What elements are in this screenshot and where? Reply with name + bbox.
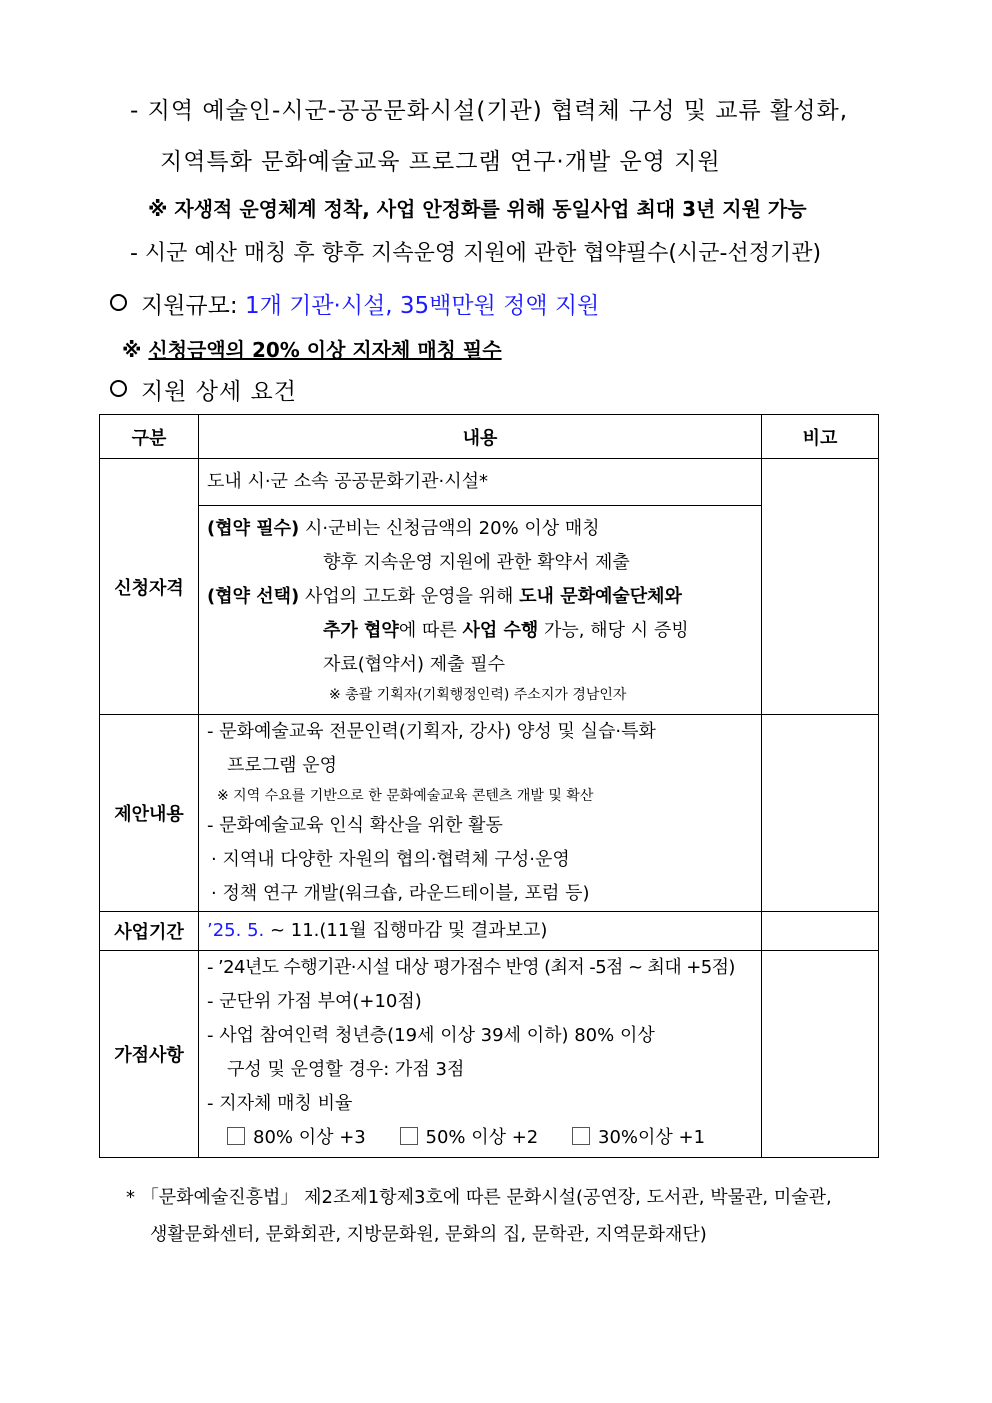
eligibility-institution xyxy=(199,459,762,506)
bonus-category: 가점사항 xyxy=(100,951,199,1158)
proposal-line4: · 지역내 다양한 자원의 협의·협력체 구성·운영 xyxy=(211,849,570,870)
proposal-category: 제안내용 xyxy=(100,715,199,912)
required-agreement-line2: 향후 지속운영 지원에 관한 확약서 제출 xyxy=(323,552,630,573)
matching-note xyxy=(122,334,502,363)
details-heading xyxy=(110,373,297,406)
proposal-line2: 프로그램 운영 xyxy=(227,755,338,776)
details-heading-text: 지원 상세 요건 xyxy=(141,379,297,405)
table-header-row xyxy=(100,415,879,459)
planner-address-note: ※ 총괄 기획자(기획행정인력) 주소지가 경남인자 xyxy=(329,687,627,703)
table-row xyxy=(100,459,879,506)
header-content: 내용 xyxy=(199,415,762,459)
optional-agreement-bold-3: 사업 수행 xyxy=(462,620,539,641)
optional-agreement-bold-2: 추가 협약 xyxy=(323,620,399,641)
option-80: 80% 이상 +3 xyxy=(253,1127,366,1148)
matching-note-prefix: ※ xyxy=(122,338,149,362)
table-row xyxy=(100,912,879,951)
required-agreement-label: (협약 필수) xyxy=(207,518,300,539)
header-category: 구분 xyxy=(100,415,199,459)
period-content xyxy=(199,912,762,951)
proposal-line1: - 문화예술교육 전문인력(기획자, 강사) 양성 및 실습·특화 xyxy=(207,721,656,742)
intro-line-2: 지역특화 문화예술교육 프로그램 연구·개발 운영 지원 xyxy=(160,149,721,175)
proposal-line5: · 정책 연구 개발(워크숍, 라운드테이블, 포럼 등) xyxy=(211,883,590,904)
support-scale-value: 1개 기관·시설, 35백만원 정액 지원 xyxy=(244,293,600,319)
checkbox-icon[interactable] xyxy=(400,1127,418,1145)
optional-agreement-label: (협약 선택) xyxy=(207,586,300,607)
checkbox-icon[interactable] xyxy=(572,1127,590,1145)
option-50: 50% 이상 +2 xyxy=(425,1127,539,1148)
bonus-line3: - 사업 참여인력 청년층(19세 이상 39세 이하) 80% 이상 xyxy=(207,1025,655,1046)
eligibility-category: 신청자격 xyxy=(100,459,199,715)
intro-line-1: - 지역 예술인-시군-공공문화시설(기관) 협력체 구성 및 교류 활성화, xyxy=(130,98,849,124)
period-category: 사업기간 xyxy=(100,912,199,951)
footnote-line2: 생활문화센터, 문화회관, 지방문화원, 문화의 집, 문학관, 지역문화재단) xyxy=(150,1224,707,1245)
intro-note: ※ 자생적 운영체계 정착, 사업 안정화를 위해 동일사업 최대 3년 지원 가능 xyxy=(148,197,807,221)
bonus-line4: 구성 및 운영할 경우: 가점 3점 xyxy=(227,1059,465,1080)
circle-bullet-icon xyxy=(110,380,127,397)
optional-agreement-text-3: 가능, 해당 시 증빙 xyxy=(538,620,689,641)
period-remarks xyxy=(762,912,879,951)
bonus-line1: - ’24년도 수행기관·시설 대상 평가점수 반영 (최저 -5점 ~ 최대 +5점) xyxy=(207,957,735,978)
required-agreement-line1 xyxy=(207,512,753,546)
matching-note-text: 신청금액의 20% 이상 지자체 매칭 필수 xyxy=(148,338,502,362)
period-rest: ~ 11.(11월 집행마감 및 결과보고) xyxy=(264,920,548,941)
support-scale-label: 지원규모: xyxy=(141,293,245,319)
proposal-remarks xyxy=(762,715,879,912)
optional-agreement-line2 xyxy=(207,614,753,648)
optional-agreement-line1 xyxy=(207,580,753,614)
eligibility-remarks xyxy=(762,459,879,715)
period-start: ’25. 5. xyxy=(207,920,265,941)
optional-agreement-line3: 자료(협약서) 제출 필수 xyxy=(323,654,505,675)
proposal-content xyxy=(199,715,762,912)
intro-line-3: - 시군 예산 매칭 후 향후 지속운영 지원에 관한 협약필수(시군-선정기관) xyxy=(130,241,822,266)
required-agreement-text: 시·군비는 신청금액의 20% 이상 매칭 xyxy=(299,518,600,539)
proposal-line3: - 문화예술교육 인식 확산을 위한 활동 xyxy=(207,815,503,836)
table-row xyxy=(100,951,879,1158)
requirements-table xyxy=(99,414,879,1158)
bonus-line2: - 군단위 가점 부여(+10점) xyxy=(207,991,422,1012)
eligibility-row1-text: 도내 시·군 소속 공공문화기관·시설* xyxy=(207,471,489,492)
optional-agreement-text-2: 에 따른 xyxy=(398,620,463,641)
matching-ratio-options xyxy=(207,1121,753,1155)
optional-agreement-bold: 도내 문화예술단체와 xyxy=(519,586,682,607)
optional-agreement-text: 사업의 고도화 운영을 위해 xyxy=(299,586,520,607)
option-30: 30%이상 +1 xyxy=(598,1127,706,1148)
table-row xyxy=(100,715,879,912)
header-remarks: 비고 xyxy=(762,415,879,459)
support-scale xyxy=(110,287,599,320)
footnote-line1: * 「문화예술진흥법」 제2조제1항제3호에 따른 문화시설(공연장, 도서관, 박물관, 미술관, xyxy=(126,1187,832,1208)
bonus-line5: - 지자체 매칭 비율 xyxy=(207,1093,353,1114)
eligibility-agreement xyxy=(199,506,762,715)
checkbox-icon[interactable] xyxy=(227,1127,245,1145)
proposal-note: ※ 지역 수요를 기반으로 한 문화예술교육 콘텐츠 개발 및 확산 xyxy=(217,788,594,804)
bonus-remarks xyxy=(762,951,879,1158)
circle-bullet-icon xyxy=(110,294,127,311)
bonus-content xyxy=(199,951,762,1158)
